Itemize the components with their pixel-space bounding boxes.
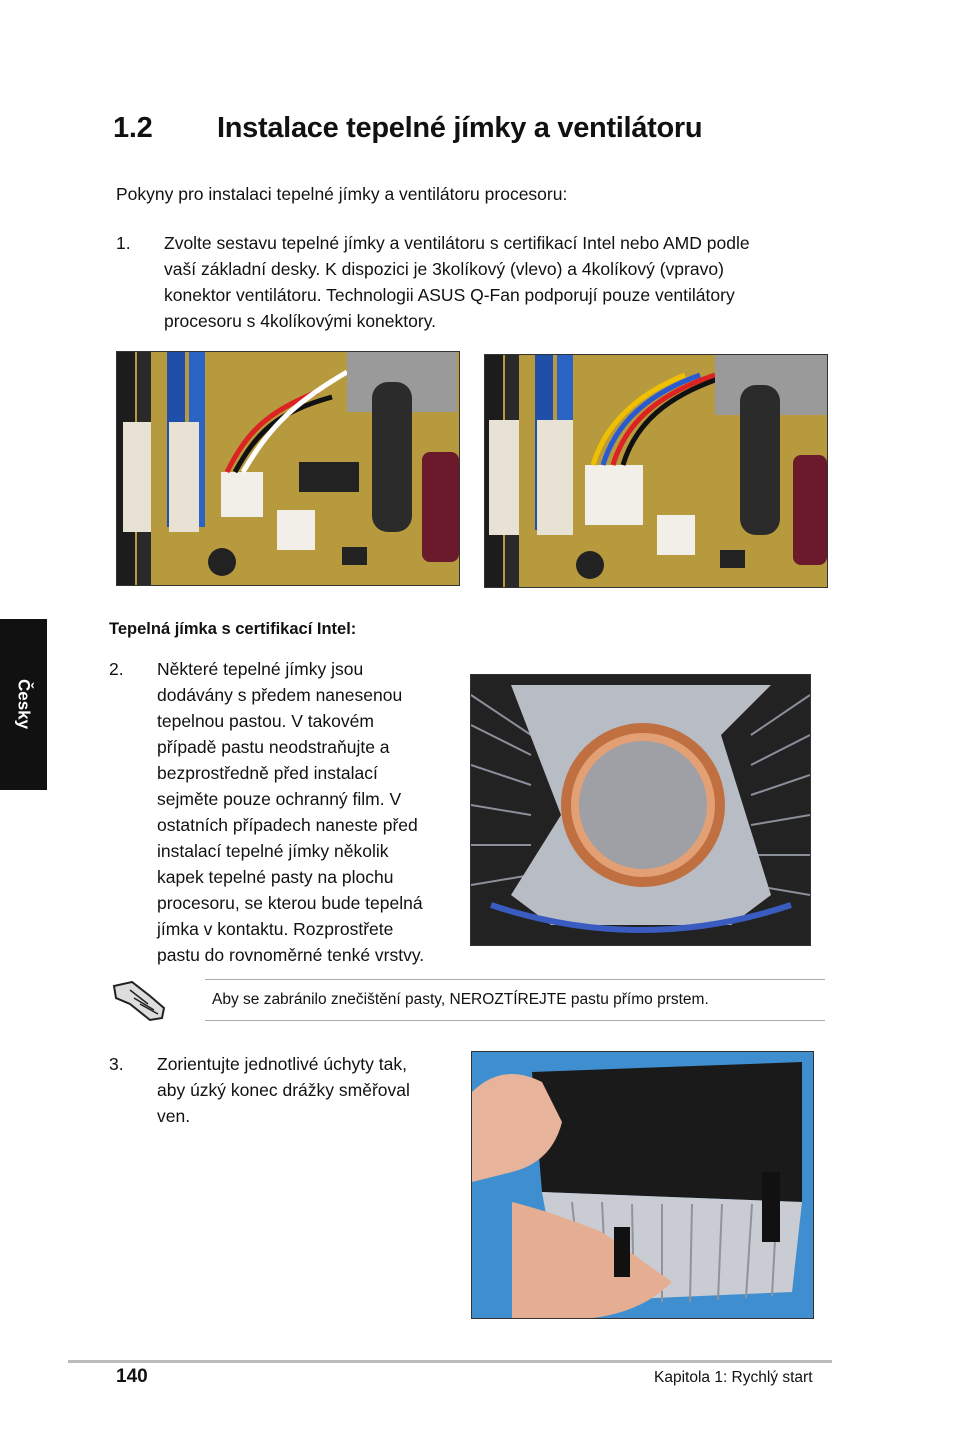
section-number: 1.2 [113, 112, 153, 144]
step-2-line: ostatních případech naneste před [157, 815, 418, 835]
page-number: 140 [116, 1366, 148, 1387]
step-2-number: 2. [109, 659, 124, 679]
step-3-line: aby úzký konec drážky směřoval [157, 1080, 410, 1100]
step-1 [116, 230, 836, 340]
note-text: Aby se zabránilo znečištění pasty, NEROZTÍREJTE pastu přímo prstem. [212, 991, 709, 1008]
step-2-line: tepelnou pastou. V takovém [157, 711, 374, 731]
step-1-line: vaší základní desky. K dispozici je 3kolíkový (vlevo) a 4kolíkový (vpravo) [164, 259, 724, 279]
hand-note-icon [110, 978, 168, 1024]
subheading: Tepelná jímka s certifikací Intel: [109, 620, 357, 638]
note-bottom-rule [205, 1020, 825, 1021]
section-title [113, 112, 702, 145]
step-2-line: procesoru, se kterou bude tepelná [157, 893, 423, 913]
step-2-line: bezprostředně před instalací [157, 763, 378, 783]
step-2-line: instalací tepelné jímky několik [157, 841, 389, 861]
step-2 [109, 656, 459, 976]
step-3-number: 3. [109, 1054, 124, 1074]
step-2-line: sejměte pouze ochranný film. V [157, 789, 402, 809]
chapter-label: Kapitola 1: Rychlý start [654, 1369, 813, 1386]
step-2-line: Některé tepelné jímky jsou [157, 659, 364, 679]
step-3-line: Zorientujte jednotlivé úchyty tak, [157, 1054, 407, 1074]
step-1-line: konektor ventilátoru. Technologii ASUS Q-Fan podporují pouze ventilátory [164, 285, 735, 305]
photo-heatsink-clips [471, 1051, 814, 1319]
step-1-line: procesoru s 4kolíkovými konektory. [164, 311, 437, 331]
language-side-tab-label: Česky [14, 679, 34, 730]
intro-text: Pokyny pro instalaci tepelné jímky a ventilátoru procesoru: [116, 184, 568, 204]
photo-4pin-connector [484, 354, 828, 588]
step-1-number: 1. [116, 233, 131, 253]
language-side-tab [0, 619, 47, 790]
step-2-line: jímka v kontaktu. Rozprostřete [157, 919, 394, 939]
step-2-line: kapek tepelné pasty na plochu [157, 867, 394, 887]
photo-heatsink-thermal-paste [470, 674, 811, 946]
step-2-line: dodávány s předem nanesenou [157, 685, 403, 705]
footer-rule [68, 1360, 832, 1363]
section-title-text: Instalace tepelné jímky a ventilátoru [217, 112, 703, 144]
note-top-rule [205, 979, 825, 980]
step-2-line: pastu do rovnoměrné tenké vrstvy. [157, 945, 425, 965]
step-2-line: případě pastu neodstraňujte a [157, 737, 390, 757]
step-3-line: ven. [157, 1106, 191, 1126]
photo-3pin-connector [116, 351, 460, 586]
step-1-line: Zvolte sestavu tepelné jímky a ventilátoru s certifikací Intel nebo AMD podle [164, 233, 750, 253]
step-3 [109, 1051, 449, 1131]
